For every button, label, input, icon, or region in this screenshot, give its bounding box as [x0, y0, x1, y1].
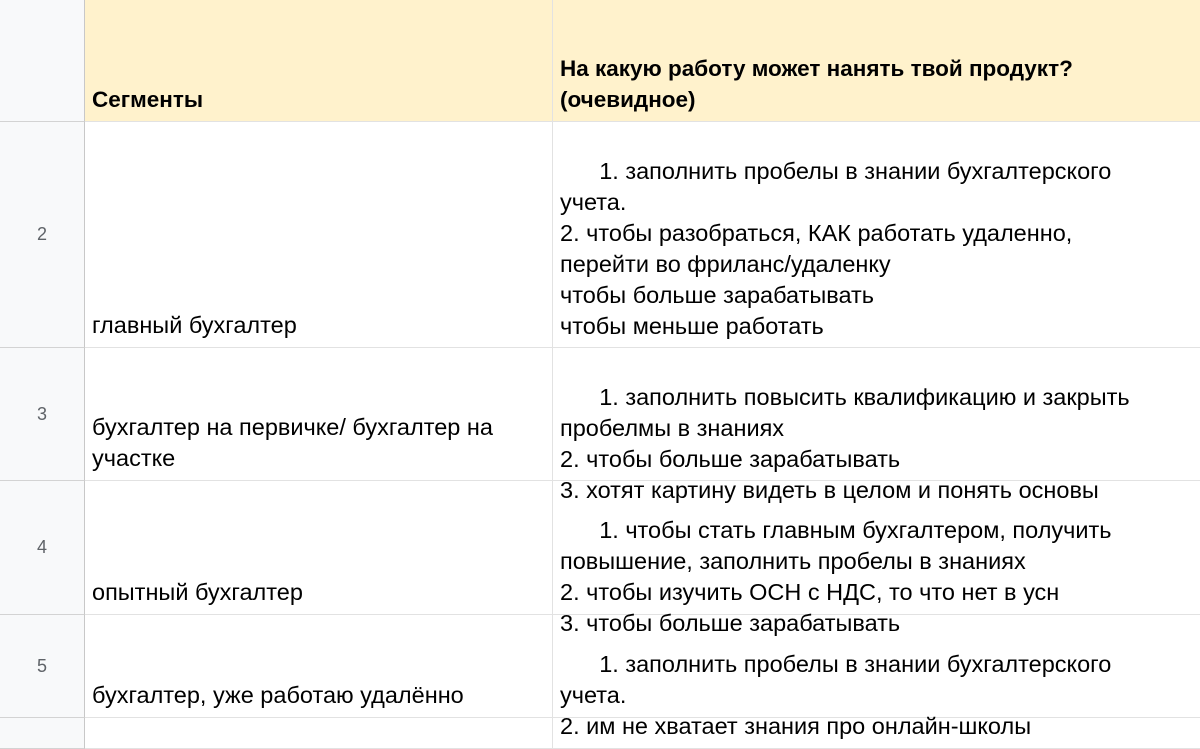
- jobs-cell[interactable]: [553, 122, 1200, 348]
- row-header-1[interactable]: [0, 0, 85, 122]
- segment-text: бухгалтер, уже работаю удалённо: [92, 682, 464, 708]
- header-row: [0, 0, 1200, 122]
- jobs-text: 1. заполнить пробелы в знании бухгалтерского учета. 2. чтобы разобраться, КАК работать удаленно, перейти во фриланс/удаленку чтобы больше зарабатывать чтобы меньше работать: [560, 158, 1112, 339]
- jobs-cell[interactable]: [553, 615, 1200, 739]
- row-number[interactable]: 3: [0, 348, 85, 481]
- jobs-cell[interactable]: [553, 481, 1200, 636]
- segment-cell[interactable]: [85, 348, 553, 481]
- segment-text: бухгалтер на первичке/ бухгалтер на участке: [92, 414, 493, 471]
- jobs-text: 1. заполнить пробелы в знании бухгалтерского учета. 2. им не хватает знания про онлайн-школы: [560, 651, 1112, 739]
- row-number[interactable]: [0, 718, 85, 749]
- segment-text: главный бухгалтер: [92, 312, 297, 338]
- segments-header-cell[interactable]: [85, 0, 553, 122]
- row-number[interactable]: 2: [0, 122, 85, 348]
- segment-text: опытный бухгалтер: [92, 579, 303, 605]
- row-number[interactable]: 5: [0, 615, 85, 718]
- jobs-cell[interactable]: [553, 348, 1200, 503]
- table-row: [0, 481, 1200, 636]
- segment-cell[interactable]: [85, 718, 553, 749]
- jobs-text: 1. заполнить повысить квалификацию и закрыть пробелмы в знаниях 2. чтобы больше зарабатывать 3. хотят картину видеть в целом и понять основы: [560, 384, 1130, 503]
- jobs-text: 1. чтобы стать главным бухгалтером, получить повышение, заполнить пробелы в знаниях 2. чтобы изучить ОСН с НДС, то что нет в усн 3. чтобы больше зарабатывать: [560, 517, 1112, 636]
- segment-cell[interactable]: [85, 122, 553, 348]
- question-header-label: На какую работу может нанять твой продукт? (очевидное): [560, 56, 1073, 112]
- segment-cell[interactable]: [85, 615, 553, 718]
- segments-header-label: Сегменты: [92, 87, 204, 112]
- segment-cell[interactable]: [85, 481, 553, 615]
- row-number[interactable]: 4: [0, 481, 85, 615]
- empty-row: [0, 718, 1200, 749]
- table-row: [0, 122, 1200, 348]
- jobs-cell[interactable]: [553, 718, 1200, 749]
- table-row: [0, 348, 1200, 503]
- table-row: [0, 615, 1200, 739]
- question-header-cell[interactable]: [553, 0, 1200, 122]
